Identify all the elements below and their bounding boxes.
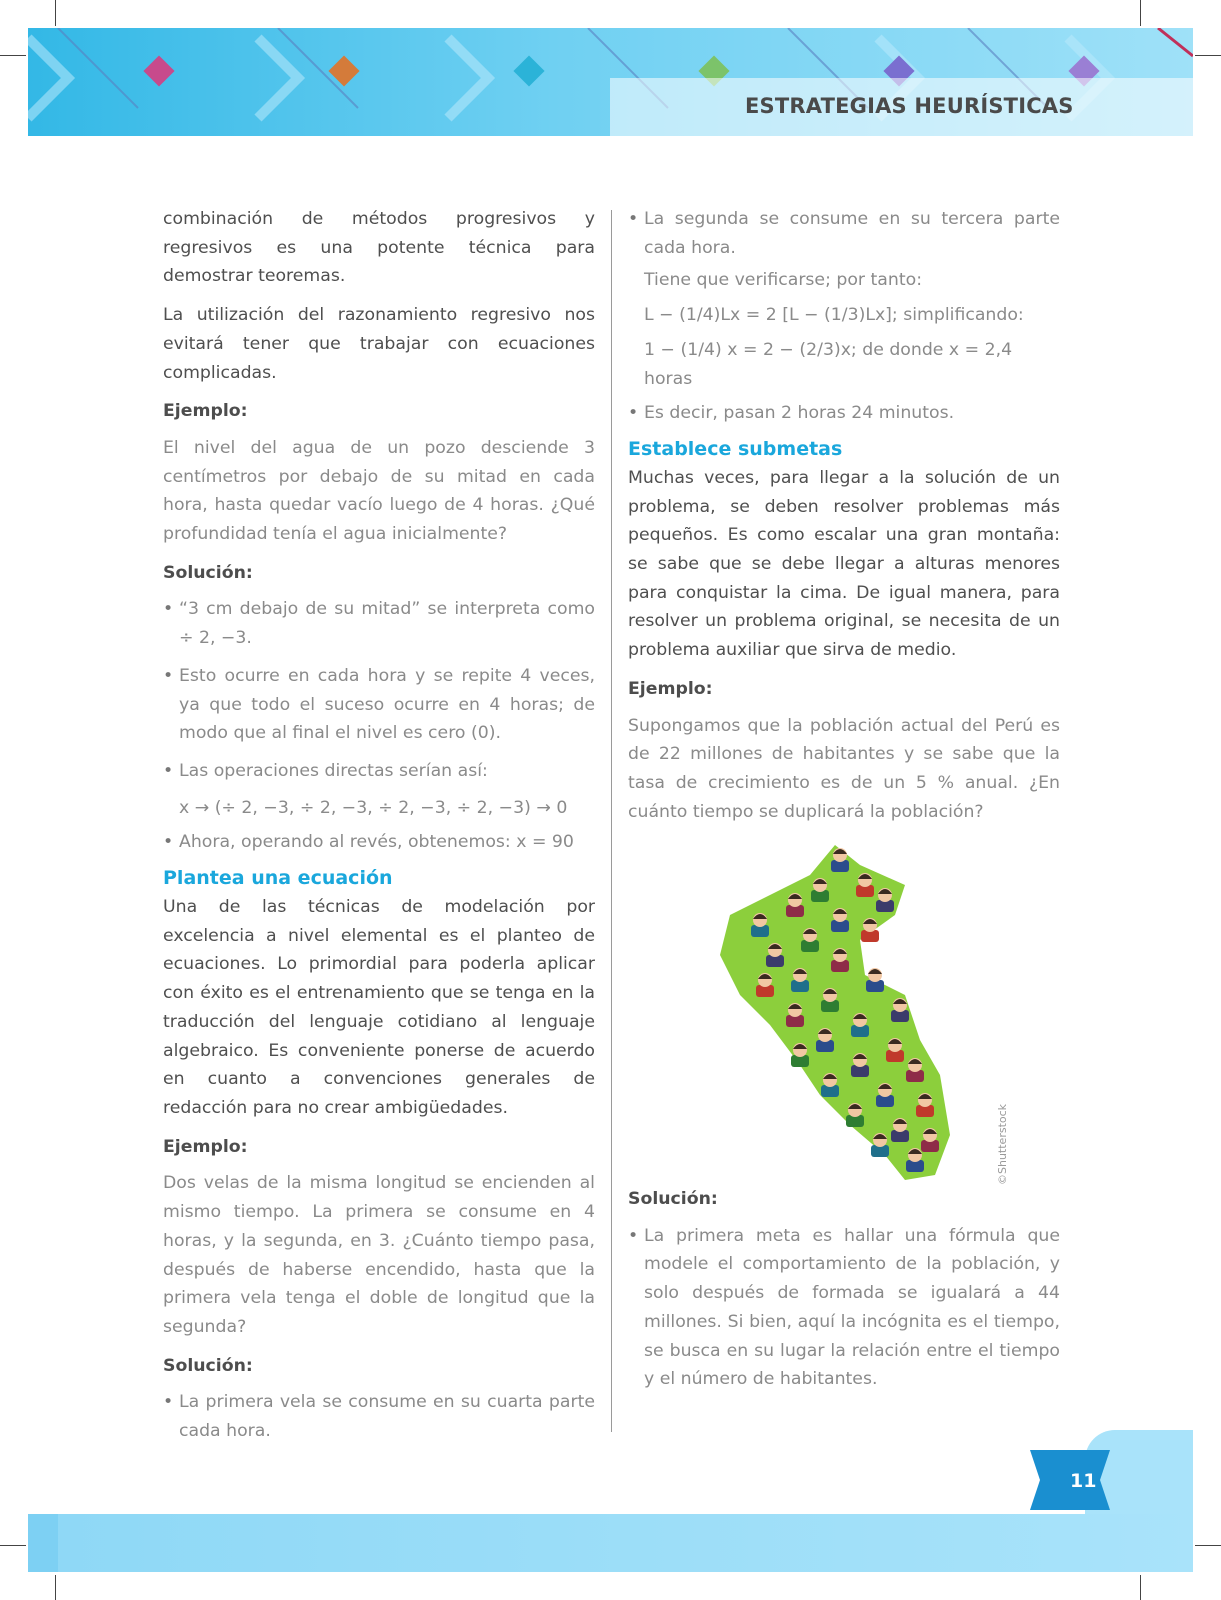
list-item-text: “3 cm debajo de su mitad” se interpreta como ÷ 2, −3. [179,599,595,649]
section-paragraph: Muchas veces, para llegar a la solución de un problema, se deben resolver problemas más pequeños. Es como escalar una gran montaña: se sabe que se debe llegar a alturas menores para conquistar la cima. De igual manera, para resolver un problema original, se necesita de un problema auxiliar que sirva de medio. [628,467,1060,661]
example-text: El nivel del agua de un pozo desciende 3 centímetros por debajo de su mitad en cada hora, hasta quedar vacío luego de 4 horas. ¿Qué profundidad tenía el agua inicialmente? [163,437,595,545]
diamond-icon [143,55,174,86]
solution-list [628,205,1060,262]
footer-accent [28,1514,58,1572]
list-item: • Esto ocurre en cada hora y se repite 4 veces, ya que todo el suceso ocurre en 4 horas; de modo que al final el nivel es cero (0). [163,665,595,744]
solution-label: Solución: [163,562,253,583]
right-column-lower [628,1185,1060,1403]
solution-list [628,399,1060,428]
column-divider [611,210,612,1432]
page-number: 11 [1070,1470,1097,1492]
list-item-text: Ahora, operando al revés, obtenemos: x = 90 [179,832,574,853]
section-heading: Establece submetas [628,437,843,460]
solution-list [163,595,595,785]
list-item-text: La primera meta es hallar una fórmula que modele el comportamiento de la población, y solo después de formada se igualará a 44 millones. Si bien, aquí la incógnita es el tiempo, se busca en su lugar la relación entre el tiempo y el número de habitantes. [644,1225,1060,1390]
list-item-text: La primera vela se consume en su cuarta parte cada hora. [179,1392,595,1442]
intro-paragraph: La utilización del razonamiento regresivo nos evitará tener que trabajar con ecuaciones complicadas. [163,305,595,383]
crop-mark [0,1545,26,1546]
list-item: • Es decir, pasan 2 horas 24 minutos. [628,403,955,424]
intro-paragraph: combinación de métodos progresivos y regresivos es una potente técnica para demostrar teoremas. [163,209,595,287]
crop-mark [1140,0,1141,26]
right-column [628,205,1060,836]
list-item: • “3 cm debajo de su mitad” se interpreta como ÷ 2, −3. [163,599,595,649]
crop-mark [55,1575,56,1600]
solution-list [163,1388,595,1445]
crop-mark [0,55,26,56]
list-item: • Ahora, operando al revés, obtenemos: x = 90 [163,832,574,853]
example-label: Ejemplo: [628,678,713,699]
page-header-title: ESTRATEGIAS HEURÍSTICAS [745,94,1074,118]
list-item-text: Es decir, pasan 2 horas 24 minutos. [644,403,955,424]
solution-label: Solución: [628,1189,718,1209]
section-paragraph: Una de las técnicas de modelación por excelencia a nivel elemental es el planteo de ecuaciones. Lo primordial para poderla aplicar con éxito es el entrenamiento que se tenga en la traducción del lenguaje cotidiano al lenguaje algebraico. Es conveniente ponerse de acuerdo en cuanto a convenciones generales de redacción para no crear ambigüedades. [163,897,595,1118]
solution-label: Solución: [163,1355,253,1376]
crop-mark [1195,1545,1221,1546]
peru-population-map-image [700,845,980,1185]
example-label: Ejemplo: [163,1136,248,1157]
footer-bar [28,1514,1193,1572]
list-item-text: Las operaciones directas serían así: [179,760,488,781]
list-item: • La primera vela se consume en su cuarta parte cada hora. [163,1392,595,1442]
left-column [163,205,595,1455]
crop-mark [1195,55,1221,56]
crop-mark [1140,1575,1141,1600]
verification-text: Tiene que verificarse; por tanto: [644,270,923,291]
example-text: Supongamos que la población actual del Perú es de 22 millones de habitantes y se sabe que la tasa de crecimiento es de un 5 % anual. ¿En cuánto tiempo se duplicará la población? [628,715,1060,822]
list-item: • La segunda se consume en su tercera parte cada hora. [628,209,1060,258]
solution-list [628,1222,1060,1394]
crop-mark [55,0,56,26]
section-heading: Plantea una ecuación [163,867,393,890]
diamond-icon [513,55,544,86]
equation: L − (1/4)Lx = 2 [L − (1/3)Lx]; simplificando: [644,305,1024,326]
operations-formula: x → (÷ 2, −3, ÷ 2, −3, ÷ 2, −3, ÷ 2, −3) → 0 [179,797,568,818]
image-credit: ©Shutterstock [996,1103,1009,1185]
header-banner [28,28,1193,136]
example-text: Dos velas de la misma longitud se encienden al mismo tiempo. La primera se consume en 4 horas, y la segunda, en 3. ¿Cuánto tiempo pasa, después de haberse encendido, hasta que la primera vela tenga el doble de longitud que la segunda? [163,1173,595,1337]
equation: 1 − (1/4) x = 2 − (2/3)x; de donde x = 2,4 horas [644,339,1013,389]
list-item: • La primera meta es hallar una fórmula que modele el comportamiento de la población, y solo después de formada se igualará a 44 millones. Si bien, aquí la incógnita es el tiempo, se busca en su lugar la relación entre el tiempo y el número de habitantes. [628,1225,1060,1390]
example-label: Ejemplo: [163,401,248,422]
list-item-text: La segunda se consume en su tercera parte cada hora. [644,209,1060,258]
list-item-text: Esto ocurre en cada hora y se repite 4 veces, ya que todo el suceso ocurre en 4 horas; de modo que al final el nivel es cero (0). [179,665,595,744]
list-item: • Las operaciones directas serían así: [163,760,488,781]
solution-list [163,828,595,857]
